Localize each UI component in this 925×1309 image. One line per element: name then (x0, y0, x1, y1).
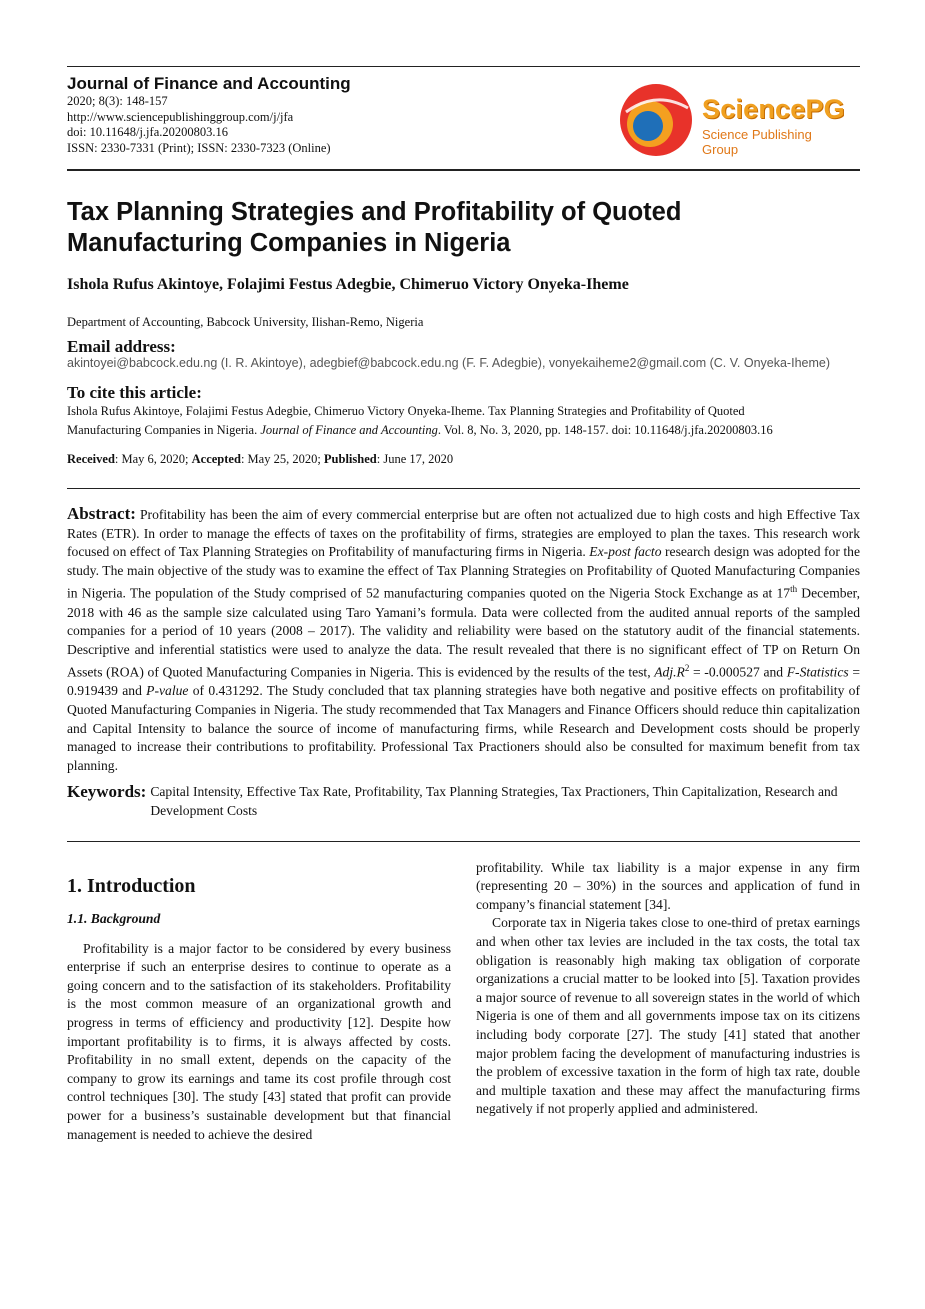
email-addresses[interactable]: akintoyei@babcock.edu.ng (I. R. Akintoye), adegbief@babcock.edu.ng (F. F. Adegbie), vonyekaiheme2@gmail.com (C. V. Onyeka-Iheme) (67, 356, 831, 370)
received-label: Received (67, 452, 115, 466)
left-column (67, 859, 451, 1145)
keywords (67, 783, 860, 820)
published-date: : June 17, 2020 (376, 452, 454, 466)
abstract-pvalue: P-value (146, 683, 189, 699)
abstract-text-5: = 0.919439 and (67, 664, 860, 699)
abstract-adjr-sup: 2 (684, 663, 690, 674)
abstract-text-3: December, 2018 with 46 as the sample size calculated using Taro Yamani’s formula. Data were collected from the audited annual reports of the sampled companies for a period of 10 years (2008 – 2017). The validity and reliability were based on the statutory audit of the financial statements. Descriptive and inferential statistics were used to analyze the data. The result revealed that there is no significant effect of TP on Return On Assets (ROA) of Quoted Manufacturing Companies in Nigeria. This is evidenced by the results of the test, (67, 585, 860, 680)
title-line-1: Tax Planning Strategies and Profitability of Quoted (67, 198, 682, 226)
accepted-label: Accepted (191, 452, 241, 466)
abstract-label: Abstract: (67, 504, 136, 523)
journal-name: Journal of Finance and Accounting (67, 74, 351, 93)
abstract-text-6: of 0.431292. The Study concluded that tax planning strategies have both negative and positive effects on profitability of Quoted Manufacturing Companies in Nigeria. The study recommended that Tax Managers and Finance Officers should reduce thin capitalization and Capital Intensity to balance the source of income of manufacturing firms, while Research and Development costs should be properly managed to increase their contributions to profitability. Professional Tax Practioners should also be consulted for maximum benefit from tax planning. (67, 683, 860, 773)
sciencepg-logo-mark (616, 82, 696, 158)
publication-dates (67, 452, 860, 467)
keywords-label: Keywords: (67, 782, 147, 802)
citation-line-2b: . Vol. 8, No. 3, 2020, pp. 148-157. doi: 10.11648/j.jfa.20200803.16 (437, 423, 773, 437)
email-label: Email address: (67, 337, 176, 356)
intro-paragraph-continued: profitability. While tax liability is a major expense in any firm (representing 20 – 30%) in the sources and application of fund in company’s financial statement [34]. (476, 859, 860, 912)
abstract-fstat: F-Statistics (786, 664, 849, 680)
abstract-text-2: research design was adopted for the study. The main objective of the study was to examine the effect of Tax Planning Strategies on Profitability of Quoted Manufacturing Companies in Nigeria. The population of the Study comprised of 52 manufacturing companies quoted on the Nigeria Stock Exchange as at 17 (67, 544, 860, 601)
right-column (476, 859, 860, 1145)
accepted-date: : May 25, 2020; (240, 452, 324, 466)
logo-subtitle: Science Publishing Group (702, 127, 812, 157)
title-line-2: Manufacturing Companies in Nigeria (67, 229, 511, 257)
citation-line-1: Ishola Rufus Akintoye, Folajimi Festus Adegbie, Chimeruo Victory Onyeka-Iheme. Tax Planning Strategies and Profitability of Quoted (67, 404, 745, 418)
journal-doi: doi: 10.11648/j.jfa.20200803.16 (67, 125, 228, 139)
abstract-text-4: = -0.000527 and (689, 664, 787, 680)
top-rule (67, 66, 860, 67)
journal-header (67, 74, 860, 169)
intro-paragraph-2: Corporate tax in Nigeria takes close to one-third of pretax earnings and when other tax levies are included in the tax costs, the total tax obligation is reasonably high making tax obligation of corporate organizations a crucial matter to be looked into [5]. Taxation provides a major source of revenue to all sovereign states in the world of which Nigeria is one of them and all governments impose tax on its citizens including body corporate [27]. The study [41] stated that another major problem facing the development of manufacturing industries is the problem of excessive taxation in the form of high tax rate, double and multiple taxation and these may affect the manufacturing firms negatively if not properly applied and administered. (476, 915, 860, 1117)
subsection-heading-background: 1.1. Background (67, 910, 161, 926)
citation (67, 402, 860, 440)
abstract-top-rule (67, 488, 860, 489)
body-columns (67, 859, 860, 1145)
journal-url[interactable]: http://www.sciencepublishinggroup.com/j/jfa (67, 109, 294, 124)
section-heading-introduction: 1. Introduction (67, 874, 196, 897)
authors: Ishola Rufus Akintoye, Folajimi Festus Adegbie, Chimeruo Victory Onyeka-Iheme (67, 276, 629, 293)
published-label: Published (323, 452, 377, 466)
abstract-text-1: Profitability has been the aim of every commercial enterprise but are often not actualized due to high costs and high Effective Tax Rates (ETR). In order to manage the effects of taxes on the profitability of firms, strategies are employed to plan the taxes. This research work focused on effect of Tax Planning Strategies on Profitability of manufacturing firms in Nigeria. (67, 507, 861, 560)
logo-name: SciencePG (702, 94, 845, 124)
abstract (67, 505, 860, 775)
keywords-text: Capital Intensity, Effective Tax Rate, Profitability, Tax Planning Strategies, Tax Practioners, Thin Capitalization, Research and Development Costs (150, 784, 838, 818)
abstract-italic-expost: Ex-post facto (589, 544, 662, 560)
cite-label: To cite this article: (67, 383, 202, 402)
header-rule (67, 169, 860, 171)
abstract-adjr: Adj.R (654, 664, 685, 680)
citation-journal: Journal of Finance and Accounting (260, 423, 438, 437)
page (67, 66, 860, 1144)
intro-paragraph-1: Profitability is a major factor to be considered by every business enterprise if such an enterprise desires to continue to operate as a going concern and to the satisfaction of its stakeholders. Profitability is the most common measure of an organizational growth and progress in terms of efficiency and productivity [12]. Despite how important profitability is to firms, it is always affected by costs. Profitability in no small extent, depends on the capacity of the company to grow its earnings and tame its cost profile through cost control techniques [30]. The study [43] stated that profit can provide power for a business’s sustainable development but that financial management is needed to achieve the desired (67, 940, 451, 1142)
article-title (67, 197, 860, 259)
affiliation: Department of Accounting, Babcock University, Ilishan-Remo, Nigeria (67, 315, 424, 329)
citation-line-2a: Manufacturing Companies in Nigeria. (67, 423, 261, 437)
received-date: : May 6, 2020; (114, 452, 192, 466)
journal-issn: ISSN: 2330-7331 (Print); ISSN: 2330-7323 (Online) (67, 140, 331, 155)
abstract-sup-th: th (790, 584, 798, 595)
sciencepg-logo (616, 82, 848, 160)
journal-volume: 2020; 8(3): 148-157 (67, 94, 168, 108)
abstract-bottom-rule (67, 841, 860, 842)
